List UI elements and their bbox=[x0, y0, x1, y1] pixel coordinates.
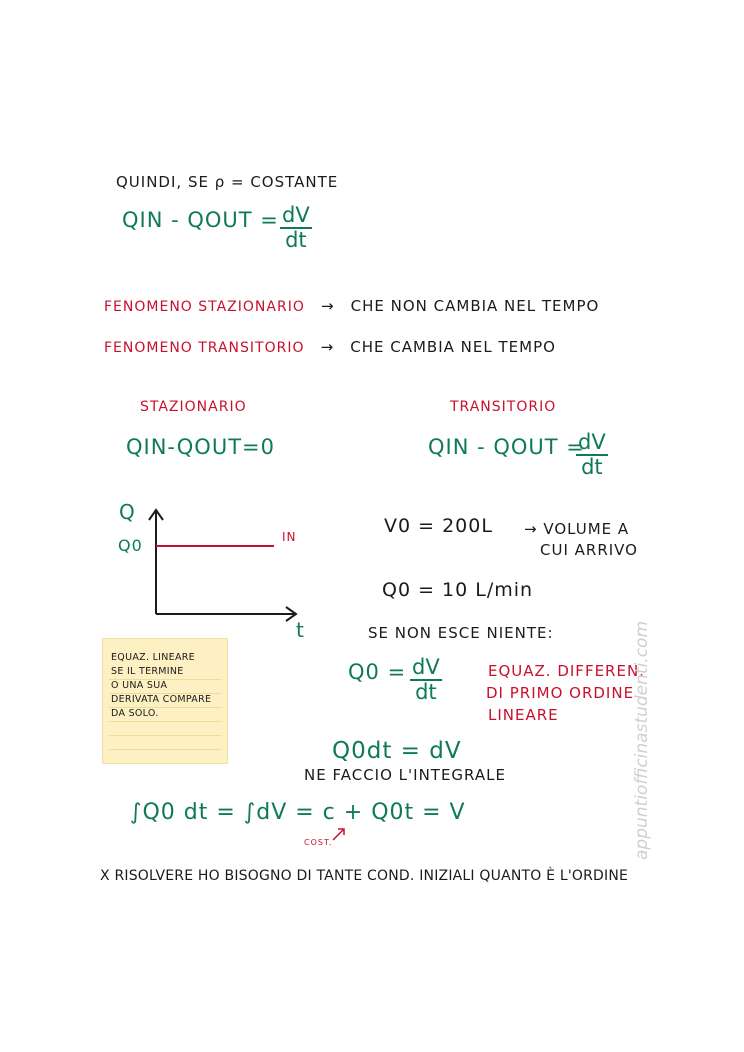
flow-graph bbox=[110, 500, 320, 640]
stationary-heading: STAZIONARIO bbox=[140, 399, 247, 415]
definition-description: CHE NON CAMBIA NEL TEMPO bbox=[350, 297, 600, 315]
conclusion-text: X RISOLVERE HO BISOGNO DI TANTE COND. INIZIALI QUANTO È L'ORDINE bbox=[100, 868, 629, 884]
definition-description: CHE CAMBIA NEL TEMPO bbox=[350, 338, 556, 356]
fraction-denominator: dt bbox=[581, 455, 603, 479]
diff-equation-left: Q0 = bbox=[348, 660, 407, 684]
definition-stationary bbox=[104, 296, 599, 315]
note-ruling bbox=[109, 721, 221, 722]
fraction-denominator: dt bbox=[285, 228, 307, 252]
stationary-equation: QIN-QOUT=0 bbox=[126, 435, 275, 459]
transient-heading: TRANSITORIO bbox=[450, 399, 557, 415]
graph-level-label: Q0 bbox=[118, 536, 143, 555]
initial-volume-note-2: CUI ARRIVO bbox=[540, 541, 638, 559]
definition-term: FENOMENO STAZIONARIO bbox=[104, 299, 305, 315]
definition-term: FENOMENO TRANSITORIO bbox=[104, 340, 305, 356]
integral-equation: ∫Q0 dt = ∫dV = c + Q0t = V bbox=[130, 800, 466, 825]
note-ruling bbox=[109, 735, 221, 736]
diff-label-line-3: LINEARE bbox=[488, 706, 559, 724]
sticky-note bbox=[102, 638, 228, 764]
watermark: appuntiofficinastudenti.com bbox=[632, 620, 652, 860]
arrow-icon: → bbox=[320, 338, 335, 356]
fraction-numerator: dV bbox=[578, 430, 606, 454]
constant-label: COST. bbox=[304, 838, 333, 847]
fraction-denominator: dt bbox=[415, 680, 437, 704]
definition-transient bbox=[104, 337, 556, 356]
no-outflow-condition: SE NON ESCE NIENTE: bbox=[368, 624, 554, 642]
arrow-icon: → bbox=[320, 297, 335, 315]
graph-y-label: Q bbox=[119, 500, 136, 524]
sticky-note-text: EQUAZ. LINEARE SE IL TERMINE O UNA SUA DERIVATA COMPARE DA SOLO. bbox=[111, 652, 212, 719]
flow-rate: Q0 = 10 L/min bbox=[382, 579, 534, 601]
separated-equation: Q0dt = dV bbox=[332, 738, 462, 764]
constant-arrow-icon bbox=[330, 824, 350, 844]
diff-label-line-1: EQUAZ. DIFFEREN. bbox=[488, 662, 645, 680]
note-ruling bbox=[109, 749, 221, 750]
graph-x-label: t bbox=[296, 618, 305, 642]
intro-text: QUINDI, SE ρ = COSTANTE bbox=[116, 173, 339, 191]
integral-note: NE FACCIO L'INTEGRALE bbox=[304, 766, 506, 784]
diff-label-line-2: DI PRIMO ORDINE bbox=[486, 684, 635, 702]
initial-volume-note-1: → VOLUME A bbox=[524, 520, 630, 538]
graph-line-label: IN bbox=[282, 530, 297, 544]
diff-equation-fraction bbox=[410, 657, 442, 703]
transient-fraction bbox=[576, 432, 608, 478]
transient-equation-left: QIN - QOUT = bbox=[428, 435, 585, 459]
fraction-numerator: dV bbox=[282, 203, 310, 227]
balance-equation-left: QIN - QOUT = bbox=[122, 208, 279, 232]
fraction-numerator: dV bbox=[412, 655, 440, 679]
balance-fraction bbox=[280, 205, 312, 251]
initial-volume: V0 = 200L bbox=[384, 515, 493, 537]
